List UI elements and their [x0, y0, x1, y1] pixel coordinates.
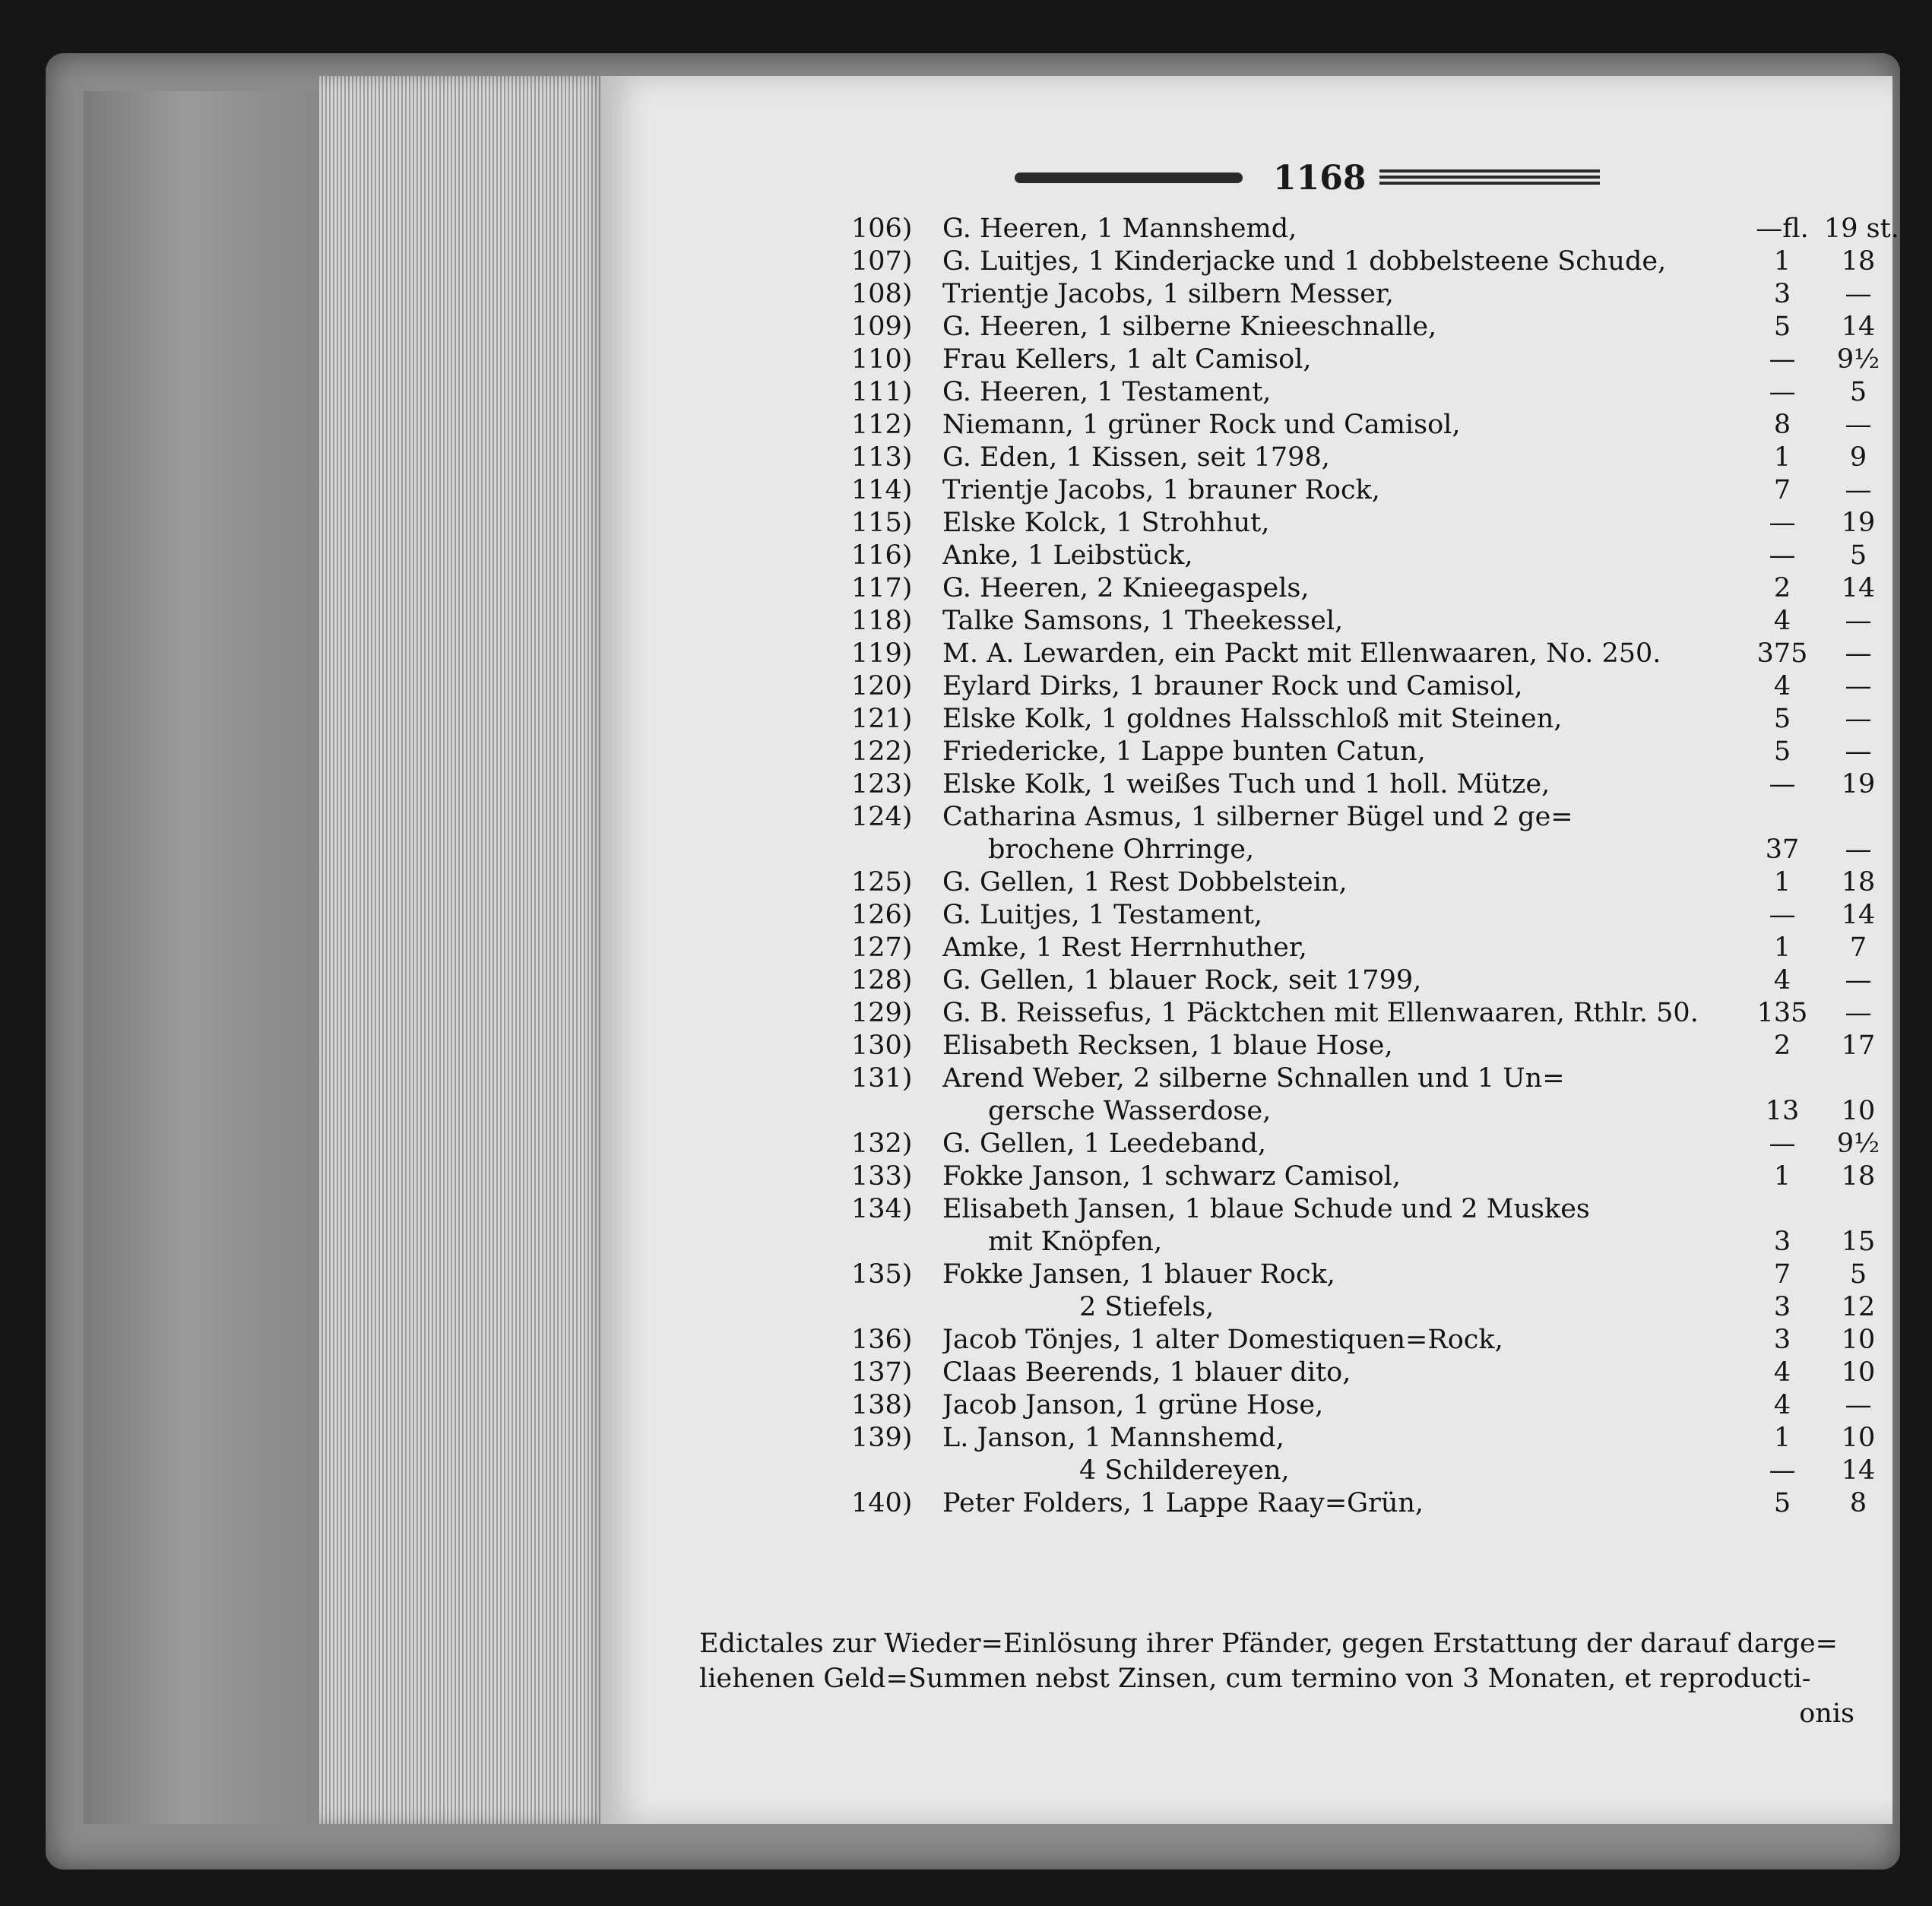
- entry-number: 116): [851, 540, 913, 571]
- list-item: [851, 1160, 1885, 1193]
- entry-gulden: —: [1769, 1455, 1796, 1486]
- entry-gulden: 4: [1773, 671, 1791, 701]
- entry-stuiver: —: [1845, 279, 1872, 309]
- entry-number: 125): [851, 867, 913, 898]
- list-item: [851, 964, 1885, 997]
- entry-gulden: —: [1769, 508, 1796, 538]
- entry-stuiver: —: [1845, 736, 1872, 767]
- entry-description: M. A. Lewarden, ein Packt mit Ellenwaaren, No. 250.: [942, 638, 1661, 669]
- list-item: [851, 1062, 1885, 1095]
- list-item: [851, 899, 1885, 932]
- list-item: [851, 768, 1885, 801]
- entry-description: Fokke Jansen, 1 blauer Rock,: [942, 1259, 1335, 1290]
- entry-stuiver: 14: [1841, 312, 1876, 342]
- entry-gulden: 3: [1773, 279, 1791, 309]
- entry-description: Frau Kellers, 1 alt Camisol,: [942, 344, 1312, 375]
- entry-description: G. Luitjes, 1 Kinderjacke und 1 dobbelsteene Schude,: [942, 246, 1667, 277]
- edict-line-2: liehenen Geld=Summen nebst Zinsen, cum termino von 3 Monaten, et reproducti-: [699, 1664, 1811, 1694]
- entry-number: 123): [851, 769, 913, 799]
- entry-stuiver: 14: [1841, 573, 1876, 603]
- entry-description: Elske Kolk, 1 goldnes Halsschloß mit Steinen,: [942, 704, 1563, 734]
- entry-stuiver: 18: [1841, 246, 1876, 277]
- entry-description: Talke Samsons, 1 Theekessel,: [942, 606, 1344, 636]
- entry-description: Eylard Dirks, 1 brauner Rock und Camisol,: [942, 671, 1523, 701]
- entry-description: Peter Folders, 1 Lappe Raay=Grün,: [942, 1488, 1424, 1518]
- entry-stuiver: —: [1845, 671, 1872, 701]
- entry-description: Trientje Jacobs, 1 brauner Rock,: [942, 475, 1380, 505]
- entry-number: 126): [851, 900, 913, 930]
- entry-description: Anke, 1 Leibstück,: [942, 540, 1193, 571]
- entry-gulden: 13: [1765, 1096, 1800, 1126]
- entry-gulden: —: [1769, 540, 1796, 571]
- entry-stuiver: 19: [1841, 769, 1876, 799]
- list-item: [851, 605, 1885, 638]
- list-item: [851, 997, 1885, 1030]
- entry-stuiver: —: [1845, 834, 1872, 865]
- entry-gulden: 3: [1773, 1325, 1791, 1355]
- list-item: [851, 409, 1885, 442]
- entry-gulden: —fl.: [1756, 214, 1809, 244]
- entry-gulden: —: [1769, 769, 1796, 799]
- entry-description: Elisabeth Recksen, 1 blaue Hose,: [942, 1031, 1393, 1061]
- entry-stuiver: 19: [1841, 508, 1876, 538]
- list-item: [851, 736, 1885, 768]
- entry-stuiver: 10: [1841, 1357, 1876, 1388]
- entry-stuiver: 8: [1849, 1488, 1867, 1518]
- entry-gulden: 5: [1773, 704, 1791, 734]
- entry-stuiver: 9: [1849, 442, 1867, 473]
- entry-stuiver: 7: [1849, 932, 1867, 963]
- entry-number: 134): [851, 1194, 913, 1224]
- list-item: [851, 834, 1885, 866]
- entry-stuiver: 18: [1841, 1161, 1876, 1192]
- entry-number: 113): [851, 442, 913, 473]
- list-item: [851, 572, 1885, 605]
- pledge-list: [851, 213, 1899, 1520]
- entry-number: 107): [851, 246, 913, 277]
- list-item: [851, 801, 1885, 834]
- entry-description: Arend Weber, 2 silberne Schnallen und 1 Un=: [942, 1063, 1565, 1094]
- list-item: [851, 507, 1885, 540]
- entry-gulden: 8: [1773, 410, 1791, 440]
- entry-gulden: 4: [1773, 1390, 1791, 1420]
- entry-stuiver: 9½: [1836, 1129, 1880, 1159]
- entry-number: 137): [851, 1357, 913, 1388]
- entry-stuiver: 5: [1849, 540, 1867, 571]
- entry-gulden: 1: [1773, 867, 1791, 898]
- entry-gulden: —: [1769, 900, 1796, 930]
- entry-description: brochene Ohrringe,: [988, 834, 1255, 865]
- entry-stuiver: 14: [1841, 900, 1876, 930]
- entry-gulden: 2: [1773, 573, 1791, 603]
- list-item: [851, 1030, 1885, 1062]
- entry-number: 115): [851, 508, 913, 538]
- entry-stuiver: —: [1845, 1390, 1872, 1420]
- entry-number: 112): [851, 410, 913, 440]
- entry-number: 122): [851, 736, 913, 767]
- entry-stuiver: —: [1845, 410, 1872, 440]
- entry-gulden: —: [1769, 344, 1796, 375]
- entry-gulden: 1: [1773, 1423, 1791, 1453]
- entry-gulden: 7: [1773, 1259, 1791, 1290]
- entry-description: Elske Kolk, 1 weißes Tuch und 1 holl. Mütze,: [942, 769, 1550, 799]
- entry-gulden: 4: [1773, 1357, 1791, 1388]
- entry-gulden: 5: [1773, 312, 1791, 342]
- entry-number: 124): [851, 802, 913, 832]
- entry-gulden: 4: [1773, 606, 1791, 636]
- entry-stuiver: 19 st.: [1824, 214, 1899, 244]
- list-item: [851, 703, 1885, 736]
- entry-stuiver: 10: [1841, 1096, 1876, 1126]
- entry-number: 136): [851, 1325, 913, 1355]
- entry-number: 111): [851, 377, 913, 407]
- header-ornament-right: [1379, 169, 1600, 186]
- entry-number: 133): [851, 1161, 913, 1192]
- entry-gulden: 1: [1773, 442, 1791, 473]
- entry-gulden: 1: [1773, 246, 1791, 277]
- list-item: [851, 540, 1885, 572]
- entry-number: 132): [851, 1129, 913, 1159]
- entry-description: mit Knöpfen,: [988, 1227, 1163, 1257]
- entry-description: Friedericke, 1 Lappe bunten Catun,: [942, 736, 1426, 767]
- entry-description: G. Gellen, 1 Rest Dobbelstein,: [942, 867, 1348, 898]
- entry-number: 127): [851, 932, 913, 963]
- book-spine: [84, 91, 334, 1824]
- entry-description: G. Heeren, 1 silberne Knieeschnalle,: [942, 312, 1437, 342]
- edict-line-1: Edictales zur Wieder=Einlösung ihrer Pfänder, gegen Erstattung der darauf darge=: [699, 1629, 1839, 1659]
- header-ornament-left: [1015, 173, 1243, 183]
- list-item: [851, 1487, 1885, 1520]
- list-item: [851, 442, 1885, 474]
- list-item: [851, 1259, 1885, 1291]
- list-item: [851, 344, 1885, 376]
- list-item: [851, 670, 1885, 703]
- entry-description: Jacob Tönjes, 1 alter Domestiquen=Rock,: [942, 1325, 1503, 1355]
- entry-description: Elske Kolck, 1 Strohhut,: [942, 508, 1270, 538]
- entry-gulden: 4: [1773, 965, 1791, 996]
- list-item: [851, 245, 1885, 278]
- entry-description: G. B. Reissefus, 1 Päcktchen mit Ellenwaaren, Rthlr. 50.: [942, 998, 1699, 1028]
- entry-stuiver: —: [1845, 606, 1872, 636]
- list-item: [851, 866, 1885, 899]
- entry-stuiver: —: [1845, 638, 1872, 669]
- list-item: [851, 1422, 1885, 1455]
- list-item: [851, 474, 1885, 507]
- entry-stuiver: 5: [1849, 1259, 1867, 1290]
- list-item: [851, 213, 1899, 245]
- book-page: [600, 76, 1899, 1824]
- entry-stuiver: 14: [1841, 1455, 1876, 1486]
- entry-description: 2 Stiefels,: [1079, 1292, 1215, 1322]
- entry-description: G. Heeren, 1 Mannshemd,: [942, 214, 1297, 244]
- entry-stuiver: 12: [1841, 1292, 1876, 1322]
- list-item: [851, 1095, 1885, 1128]
- entry-description: Jacob Janson, 1 grüne Hose,: [942, 1390, 1324, 1420]
- entry-number: 117): [851, 573, 913, 603]
- entry-gulden: 375: [1756, 638, 1808, 669]
- entry-stuiver: —: [1845, 704, 1872, 734]
- entry-number: 120): [851, 671, 913, 701]
- entry-description: Elisabeth Jansen, 1 blaue Schude und 2 Muskes: [942, 1194, 1590, 1224]
- entry-number: 121): [851, 704, 913, 734]
- entry-stuiver: 18: [1841, 867, 1876, 898]
- entry-gulden: 1: [1773, 932, 1791, 963]
- entry-description: Fokke Janson, 1 schwarz Camisol,: [942, 1161, 1401, 1192]
- entry-stuiver: 10: [1841, 1423, 1876, 1453]
- list-item: [851, 376, 1885, 409]
- entry-number: 110): [851, 344, 913, 375]
- entry-gulden: 1: [1773, 1161, 1791, 1192]
- entry-number: 108): [851, 279, 913, 309]
- entry-gulden: 7: [1773, 475, 1791, 505]
- entry-number: 119): [851, 638, 913, 669]
- list-item: [851, 1226, 1885, 1259]
- entry-description: 4 Schildereyen,: [1079, 1455, 1290, 1486]
- entry-gulden: 37: [1765, 834, 1800, 865]
- entry-number: 140): [851, 1488, 913, 1518]
- entry-description: G. Luitjes, 1 Testament,: [942, 900, 1263, 930]
- entry-gulden: 5: [1773, 736, 1791, 767]
- page-number: 1168: [1273, 159, 1367, 198]
- edict-notice: [699, 1626, 1870, 1731]
- entry-number: 130): [851, 1031, 913, 1061]
- entry-gulden: 135: [1756, 998, 1808, 1028]
- entry-description: G. Heeren, 2 Knieegaspels,: [942, 573, 1310, 603]
- entry-description: Claas Beerends, 1 blauer dito,: [942, 1357, 1351, 1388]
- entry-number: 129): [851, 998, 913, 1028]
- entry-stuiver: 10: [1841, 1325, 1876, 1355]
- entry-number: 135): [851, 1259, 913, 1290]
- entry-stuiver: 9½: [1836, 344, 1880, 375]
- entry-description: Niemann, 1 grüner Rock und Camisol,: [942, 410, 1461, 440]
- entry-number: 128): [851, 965, 913, 996]
- list-item: [851, 1128, 1885, 1160]
- list-item: [851, 932, 1885, 964]
- entry-number: 118): [851, 606, 913, 636]
- entry-stuiver: —: [1845, 998, 1872, 1028]
- list-item: [851, 311, 1885, 344]
- entry-description: G. Heeren, 1 Testament,: [942, 377, 1272, 407]
- page-edges: [319, 76, 608, 1824]
- list-item: [851, 1455, 1885, 1487]
- entry-number: 131): [851, 1063, 913, 1094]
- entry-description: G. Gellen, 1 Leedeband,: [942, 1129, 1267, 1159]
- entry-number: 138): [851, 1390, 913, 1420]
- entry-stuiver: 17: [1841, 1031, 1876, 1061]
- entry-description: G. Gellen, 1 blauer Rock, seit 1799,: [942, 965, 1422, 996]
- list-item: [851, 1193, 1885, 1226]
- entry-gulden: 3: [1773, 1292, 1791, 1322]
- entry-number: 114): [851, 475, 913, 505]
- entry-number: 139): [851, 1423, 913, 1453]
- entry-gulden: —: [1769, 377, 1796, 407]
- entry-description: G. Eden, 1 Kissen, seit 1798,: [942, 442, 1330, 473]
- entry-stuiver: —: [1845, 475, 1872, 505]
- entry-gulden: 5: [1773, 1488, 1791, 1518]
- entry-description: Trientje Jacobs, 1 silbern Messer,: [942, 279, 1394, 309]
- list-item: [851, 1389, 1885, 1422]
- entry-stuiver: —: [1845, 965, 1872, 996]
- edict-line-3: onis: [1799, 1699, 1854, 1729]
- list-item: [851, 278, 1885, 311]
- list-item: [851, 1291, 1885, 1324]
- entry-gulden: 3: [1773, 1227, 1791, 1257]
- page-header: [1015, 156, 1615, 201]
- entry-description: gersche Wasserdose,: [988, 1096, 1272, 1126]
- entry-stuiver: 5: [1849, 377, 1867, 407]
- entry-gulden: 2: [1773, 1031, 1791, 1061]
- entry-number: 109): [851, 312, 913, 342]
- entry-description: L. Janson, 1 Mannshemd,: [942, 1423, 1284, 1453]
- list-item: [851, 1357, 1885, 1389]
- list-item: [851, 638, 1885, 670]
- list-item: [851, 1324, 1885, 1357]
- entry-stuiver: 15: [1841, 1227, 1876, 1257]
- entry-description: Amke, 1 Rest Herrnhuther,: [942, 932, 1307, 963]
- entry-gulden: —: [1769, 1129, 1796, 1159]
- entry-description: Catharina Asmus, 1 silberner Bügel und 2 ge=: [942, 802, 1573, 832]
- entry-number: 106): [851, 214, 913, 244]
